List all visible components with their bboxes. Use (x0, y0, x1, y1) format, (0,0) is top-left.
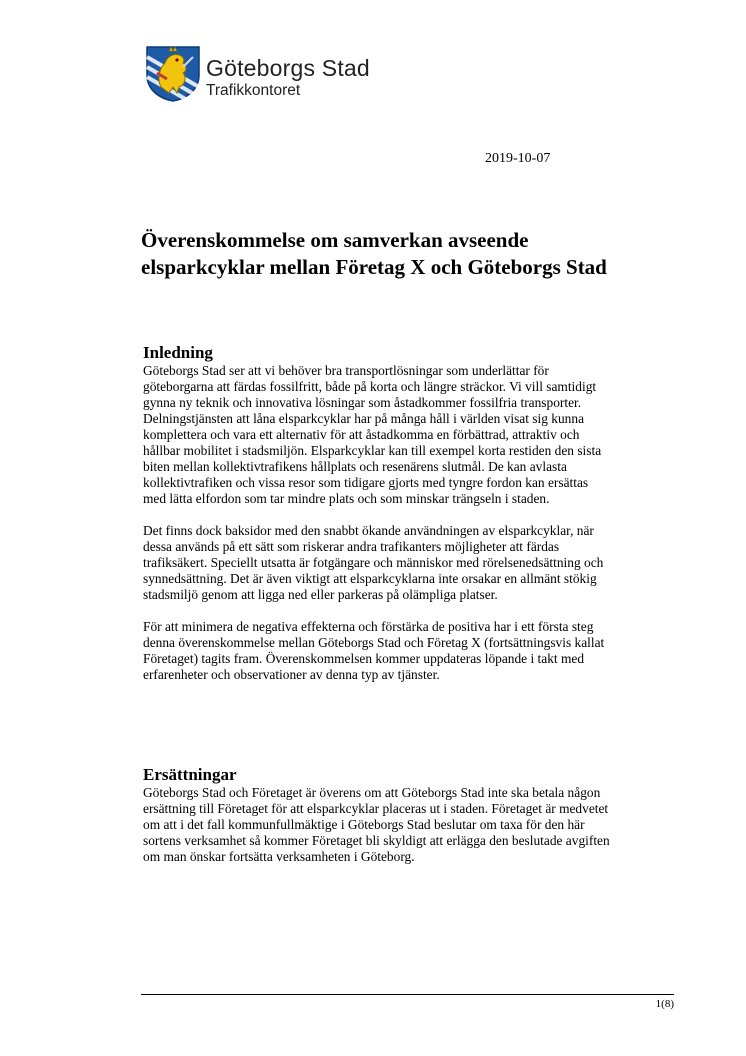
page-number: 1(8) (655, 998, 674, 1010)
coat-of-arms-lion-icon (143, 43, 203, 103)
section-ersattningar (143, 765, 613, 881)
paragraph: Det finns dock baksidor med den snabbt ökande användningen av elsparkcyklar, när dessa används på ett sätt som riskerar andra trafikanters möjligheter att färdas trafiksäkert. Speciellt utsatta är fotgängare och människor med rörelsenedsättning och synnedsättning. Det är även viktigt att elsparkcyklarna inte orsakar en allmänt stökig stadsmiljö genom att ligga ned eller parkeras på olämpliga platser. (143, 523, 604, 602)
document-title: Överenskommelse om samverkan avseende elsparkcyklar mellan Företag X och Göteborgs Stad (141, 228, 607, 279)
document-date: 2019-10-07 (485, 151, 551, 166)
coat-of-arms-logo (143, 43, 203, 103)
paragraph: För att minimera de negativa effekterna och förstärka de positiva har i ett första steg denna överenskommelse mellan Göteborgs Stad och Företag X (fortsättningsvis kallat Företaget) tagits fram. Överenskommelsen kommer uppdateras löpande i takt med erfarenheter och observationer av denna typ av tjänster. (143, 619, 605, 682)
section-inledning (143, 343, 613, 699)
section-heading: Ersättningar (143, 765, 237, 784)
organization-name: Göteborgs Stad (206, 55, 370, 81)
paragraph: Göteborgs Stad och Företaget är överens om att Göteborgs Stad inte ska betala någon ersättning till Företaget för att elsparkcyklar placeras ut i staden. Företaget är medvetet om att i det fall kommunfullmäktige i Göteborgs Stad beslutar om taxa för den här sortens verksamhet så kommer Företaget bli skyldigt att erlägga den beslutade avgiften om man önskar fortsätta verksamheten i Göteborg. (143, 785, 610, 864)
section-heading: Inledning (143, 343, 213, 362)
organization-unit: Trafikkontoret (206, 82, 301, 99)
organization-block (206, 55, 370, 101)
footer-divider (141, 994, 674, 995)
paragraph: Göteborgs Stad ser att vi behöver bra transportlösningar som underlättar för göteborgarna att färdas fossilfritt, både på korta och längre sträckor. Vi vill samtidigt gynna ny teknik och innovativa lösningar som åstadkommer fossilfria transporter. Delningstjänsten att låna elsparkcyklar har på många håll i världen visat sig kunna komplettera och vara ett alternativ för att åstadkomma en förbättrad, attraktiv och hållbar mobilitet i stadsmiljön. Elsparkcyklar kan till exempel korta restiden den sista biten mellan kollektivtrafikens hållplats och resenärens slutmål. De kan avlasta kollektivtrafiken och vissa resor som tidigare gjorts med tyngre fordon kan ersättas med lätta elfordon som tar mindre plats och som minskar trängseln i staden. (143, 363, 602, 506)
